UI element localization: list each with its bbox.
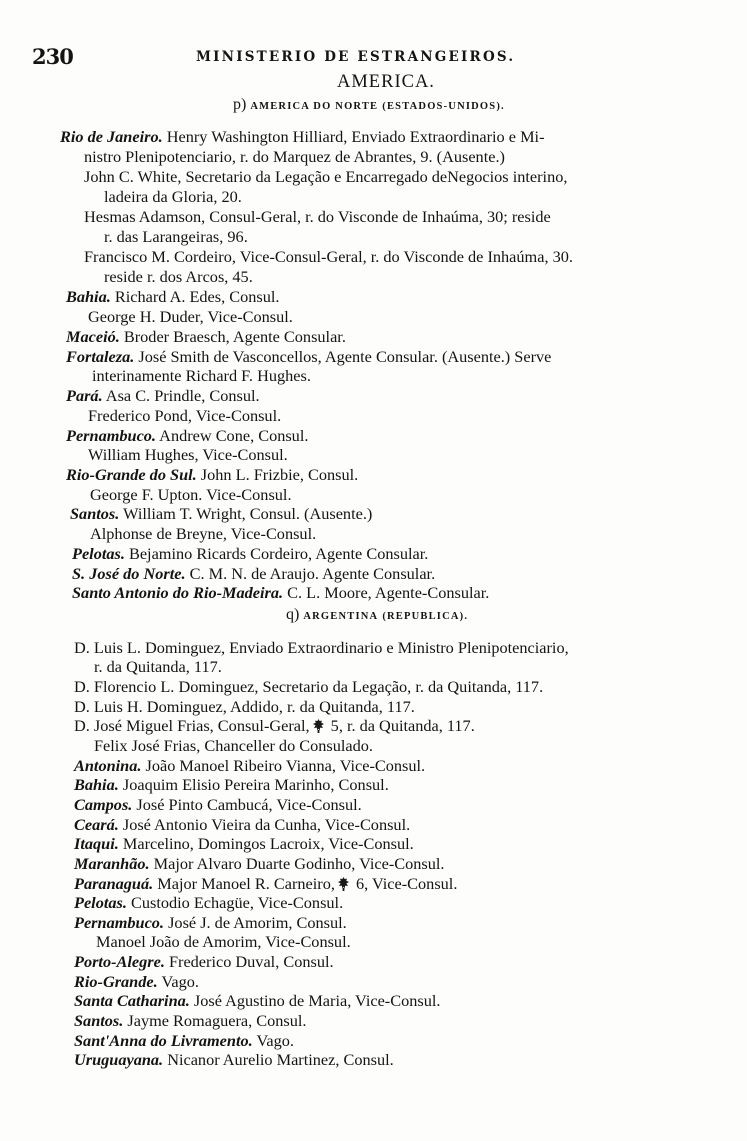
- list-item: [88, 445, 288, 465]
- list-item: [66, 426, 308, 446]
- list-item: [66, 287, 279, 307]
- list-item: [74, 834, 414, 854]
- list-item: [84, 167, 567, 187]
- entry-text: Henry Washington Hilliard, Enviado Extraordinario e Mi-: [162, 127, 545, 146]
- place-name: Fortaleza.: [66, 347, 135, 366]
- page-number: 230: [32, 44, 73, 69]
- list-item: [74, 1050, 394, 1070]
- entry-text: José Pinto Cambucá, Vice-Consul.: [132, 795, 362, 814]
- entry-text: r. da Quitanda, 117.: [94, 657, 222, 676]
- place-name: Pará.: [66, 386, 103, 405]
- place-name: Rio-Grande.: [74, 972, 158, 991]
- list-item: [104, 187, 242, 207]
- list-item: [92, 366, 311, 386]
- entry-text: D. José Miguel Frias, Consul-Geral,: [74, 716, 310, 735]
- entry-text: José Smith de Vasconcellos, Agente Consular. (Ausente.) Serve: [134, 347, 552, 366]
- subsection-name: ARGENTINA: [303, 611, 379, 622]
- list-item: [84, 247, 573, 267]
- entry-text: Felix José Frias, Chanceller do Consulado.: [94, 736, 374, 755]
- list-item: [96, 932, 351, 952]
- place-name: Itaqui.: [74, 834, 119, 853]
- entry-text: D. Luis L. Dominguez, Enviado Extraordinario e Ministro Plenipotenciario,: [74, 638, 569, 657]
- entry-text: William Hughes, Vice-Consul.: [88, 445, 288, 464]
- list-item: [94, 736, 373, 756]
- entry-text: Custodio Echagüe, Vice-Consul.: [126, 893, 344, 912]
- list-item: [74, 795, 362, 815]
- entry-text: C. M. N. de Araujo. Agente Consular.: [185, 564, 436, 583]
- entry-text: Frederico Pond, Vice-Consul.: [88, 406, 282, 425]
- place-name: Bahia.: [74, 775, 119, 794]
- entry-text: Jayme Romaguera, Consul.: [123, 1011, 307, 1030]
- entry-text: Richard A. Edes, Consul.: [110, 287, 280, 306]
- list-item: [74, 874, 457, 894]
- entry-text: Joaquim Elisio Pereira Marinho, Consul.: [118, 775, 389, 794]
- entry-text: r. das Larangeiras, 96.: [104, 227, 248, 246]
- entry-text: Major Alvaro Duarte Godinho, Vice-Consul.: [149, 854, 445, 873]
- place-name: Ceará.: [74, 815, 119, 834]
- entry-text: nistro Plenipotenciario, r. do Marquez de Abrantes, 9. (Ausente.): [84, 147, 505, 166]
- section-title: AMERICA.: [337, 72, 435, 92]
- list-item: [104, 267, 253, 287]
- list-item: [94, 657, 222, 677]
- list-item: [66, 347, 551, 367]
- list-item: [88, 307, 293, 327]
- place-name: Pernambuco.: [66, 426, 157, 445]
- list-item: [74, 775, 389, 795]
- subsection-heading-argentina: [286, 606, 468, 624]
- entry-text: José J. de Amorim, Consul.: [164, 913, 347, 932]
- subsection-marker: q): [286, 606, 300, 623]
- place-name: Maceió.: [66, 327, 120, 346]
- list-item: [74, 972, 199, 992]
- entry-text: João Manoel Ribeiro Vianna, Vice-Consul.: [141, 756, 426, 775]
- entry-text: George F. Upton. Vice-Consul.: [90, 485, 292, 504]
- list-item: [74, 815, 410, 835]
- entry-text: Frederico Duval, Consul.: [164, 952, 334, 971]
- place-name: Pernambuco.: [74, 913, 165, 932]
- list-item: [104, 227, 248, 247]
- list-item: [72, 583, 489, 603]
- entry-text: Marcelino, Domingos Lacroix, Vice-Consul.: [118, 834, 414, 853]
- entry-text-continued: 5, r. da Quitanda, 117.: [326, 716, 475, 735]
- list-item: [66, 465, 358, 485]
- entry-text: Vago.: [157, 972, 199, 991]
- subsection-qualifier: (ESTADOS-UNIDOS).: [382, 101, 505, 112]
- place-name: Santo Antonio do Rio-Madeira.: [72, 583, 284, 602]
- list-item: [84, 207, 551, 227]
- entry-text: Andrew Cone, Consul.: [156, 426, 309, 445]
- place-name: Bahia.: [66, 287, 111, 306]
- entry-text: José Agustino de Maria, Vice-Consul.: [189, 991, 441, 1010]
- list-item: [90, 524, 316, 544]
- subsection-heading-north-america: [233, 96, 505, 114]
- list-item: [72, 544, 428, 564]
- place-name: Pelotas.: [72, 544, 125, 563]
- entry-text: Major Manoel R. Carneiro,: [153, 874, 335, 893]
- list-item: [70, 504, 372, 524]
- place-name: Santa Catharina.: [74, 991, 190, 1010]
- entry-text: C. L. Moore, Agente-Consular.: [283, 583, 490, 602]
- list-item: [74, 638, 569, 658]
- entry-text: reside r. dos Arcos, 45.: [104, 267, 253, 286]
- entry-text: George H. Duder, Vice-Consul.: [88, 307, 293, 326]
- place-name: Santos.: [70, 504, 120, 523]
- entry-text: Bejamino Ricards Cordeiro, Agente Consular.: [124, 544, 429, 563]
- list-item: [74, 854, 444, 874]
- subsection-qualifier: (REPUBLICA).: [382, 611, 469, 622]
- place-name: Rio-Grande do Sul.: [66, 465, 197, 484]
- order-insignia-icon: [338, 877, 349, 891]
- list-item: [72, 564, 435, 584]
- list-item: [74, 991, 440, 1011]
- order-insignia-icon: [313, 719, 324, 733]
- list-item: [74, 952, 334, 972]
- place-name: Pelotas.: [74, 893, 127, 912]
- list-item: [74, 716, 475, 736]
- place-name: Paranaguá.: [74, 874, 154, 893]
- place-name: Porto-Alegre.: [74, 952, 165, 971]
- entry-text: William T. Wright, Consul. (Ausente.): [119, 504, 373, 523]
- list-item: [90, 485, 292, 505]
- page-header: [0, 0, 747, 90]
- list-item: [84, 147, 505, 167]
- place-name: Uruguayana.: [74, 1050, 164, 1069]
- list-item: [74, 893, 343, 913]
- subsection-marker: p): [233, 96, 247, 113]
- subsection-name: AMERICA DO NORTE: [250, 101, 379, 112]
- entry-text: interinamente Richard F. Hughes.: [92, 366, 311, 385]
- entry-text: ladeira da Gloria, 20.: [104, 187, 242, 206]
- place-name: Santos.: [74, 1011, 124, 1030]
- entry-text: D. Florencio L. Dominguez, Secretario da Legação, r. da Quitanda, 117.: [74, 677, 544, 696]
- entry-text: Nicanor Aurelio Martinez, Consul.: [163, 1050, 394, 1069]
- list-item: [74, 677, 543, 697]
- entry-text: Broder Braesch, Agente Consular.: [119, 327, 346, 346]
- list-item: [60, 127, 545, 147]
- entry-text: Hesmas Adamson, Consul-Geral, r. do Visconde de Inhaúma, 30; reside: [84, 207, 551, 226]
- place-name: Maranhão.: [74, 854, 150, 873]
- entry-text-continued: 6, Vice-Consul.: [351, 874, 458, 893]
- list-item: [66, 327, 346, 347]
- list-item: [74, 756, 425, 776]
- list-item: [66, 386, 260, 406]
- list-item: [88, 406, 281, 426]
- entry-text: Asa C. Prindle, Consul.: [102, 386, 260, 405]
- place-name: Campos.: [74, 795, 133, 814]
- entry-text: Vago.: [252, 1031, 294, 1050]
- list-item: [74, 1031, 294, 1051]
- entry-text: Francisco M. Cordeiro, Vice-Consul-Geral, r. do Visconde de Inhaúma, 30.: [84, 247, 573, 266]
- place-name: Antonina.: [74, 756, 142, 775]
- list-item: [74, 1011, 306, 1031]
- place-name: Sant'Anna do Livramento.: [74, 1031, 253, 1050]
- entry-text: Manoel João de Amorim, Vice-Consul.: [96, 932, 351, 951]
- entry-text: José Antonio Vieira da Cunha, Vice-Consul.: [118, 815, 411, 834]
- place-name: S. José do Norte.: [72, 564, 186, 583]
- entry-text: John C. White, Secretario da Legação e Encarregado deNegocios interino,: [84, 167, 568, 186]
- list-item: [74, 697, 415, 717]
- entry-text: Alphonse de Breyne, Vice-Consul.: [90, 524, 317, 543]
- running-title: MINISTERIO DE ESTRANGEIROS.: [196, 49, 516, 65]
- entry-text: D. Luis H. Dominguez, Addido, r. da Quitanda, 117.: [74, 697, 415, 716]
- entry-text: John L. Frizbie, Consul.: [196, 465, 359, 484]
- place-name: Rio de Janeiro.: [60, 127, 163, 146]
- list-item: [74, 913, 347, 933]
